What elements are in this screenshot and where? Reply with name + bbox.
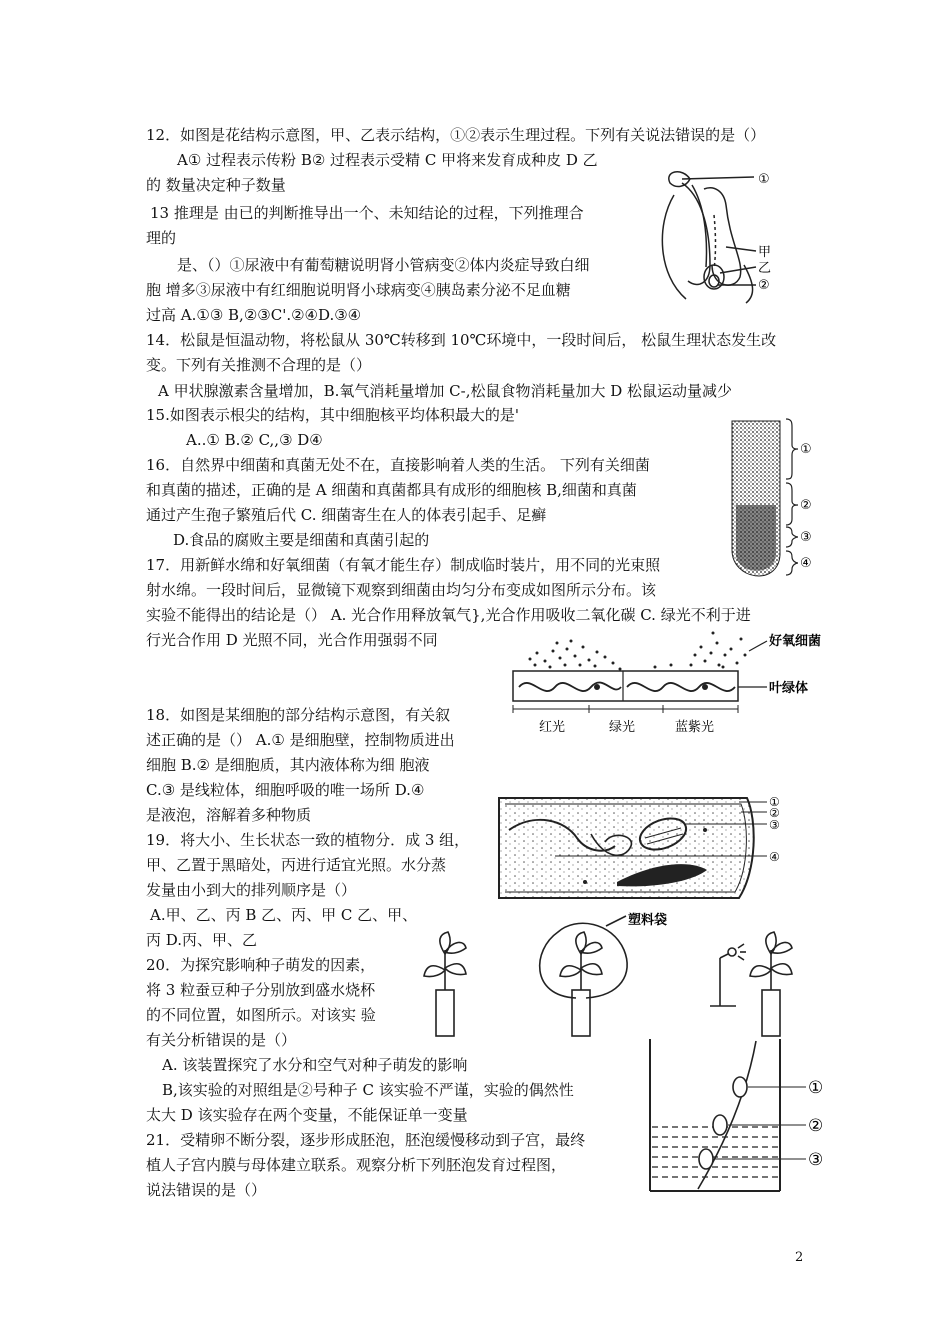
q13-statements: 是、（）①尿液中有葡萄糖说明肾小管病变②体内炎症导致白细 [177,256,590,274]
chloroplast-label: 叶绿体 [769,681,809,696]
q14-options: A 甲状腺激素含量增加，B.氧气消耗量增加 C-,松鼠食物消耗量加大 D 松鼠运动量减少 [158,382,733,400]
plastic-bag-label: 塑料袋 [628,913,668,928]
green-light-label: 绿光 [609,720,636,735]
q16-option-d: D.食品的腐败主要是细菌和真菌引起的 [173,531,430,549]
cell-label-1: ① [769,795,780,809]
q21-stem: 21．受精卵不断分裂，逐步形成胚泡，胚泡缓慢移动到子宫，最终 [146,1131,586,1149]
q13-statements-cont: 胞 增多③尿液中有红细胞说明肾小球病变④胰岛素分泌不足血糖 [146,281,571,299]
q20-stem: 20．为探究影响种子萌发的因素， [146,956,376,974]
beaker-label-2: ② [808,1116,824,1136]
q20-option-a: A. 该装置探究了水分和空气对种子萌发的影响 [162,1056,468,1074]
flower-label-1: ① [758,172,770,187]
cell-label-2: ② [769,806,780,820]
root-label-1: ① [800,442,812,457]
q18-stem: 18．如图是某细胞的部分结构示意图，有关叙 [146,706,451,724]
cell-label-3: ③ [769,818,780,832]
q19-options-cont: 丙 D.丙、甲、乙 [146,931,258,949]
algae-bacteria-figure [505,625,830,740]
q20-stem-c: 的不同位置，如图所示。对该实 验 [146,1006,376,1024]
flower-structure-figure [652,165,782,307]
q20-options-cont: 太大 D 该实验存在两个变量，不能保证单一变量 [146,1106,468,1124]
q12-stem: 12．如图是花结构示意图，甲、乙表示结构，①②表示生理过程。下列有关说法错误的是（） [146,126,766,144]
q12-options-cont: 的 数量决定种子数量 [146,176,286,194]
q20-stem-d: 有关分析错误的是（） [146,1031,297,1049]
flower-label-yi: 乙 [758,261,772,276]
q15-options: A..① B.② C,,③ D④ [186,431,323,449]
q13-options: 过高 A.①③ B,②③C'.②④D.③④ [146,306,362,324]
q14-stem: 14．松鼠是恒温动物，将松鼠从 30℃转移到 10℃环境中，一段时间后， 松鼠生理状态发生改 [146,331,777,349]
red-light-label: 红光 [539,720,566,735]
q17-stem-cont: 射水绵。一段时间后，显微镜下观察到细菌由均匀分布变成如图所示分布。该 [146,581,657,599]
q16-stem: 16．自然界中细菌和真菌无处不在，直接影响着人类的生活。 下列有关细菌 [146,456,650,474]
q21-stem-end: 说法错误的是（） [146,1181,267,1199]
beaker-seeds-figure [640,1035,840,1197]
q18-options-b: 细胞 B.② 是细胞质，其内液体称为细 胞液 [146,756,430,774]
root-label-3: ③ [800,530,812,545]
bacteria-label: 好氧细菌 [769,634,822,649]
q19-stem: 19．将大小、生长状态一致的植物分．成 3 组， [146,831,470,849]
q14-stem-cont: 变。下列有关推测不合理的是（） [146,356,372,374]
q18-options-c: C.③ 是线粒体，细胞呼吸的唯一场所 D.④ [146,781,425,799]
q16-stem-cont: 和真菌的描述，正确的是 A 细菌和真菌都具有成形的细胞核 B,细菌和真菌 [146,481,637,499]
plants-experiment-figure [420,910,825,1040]
q17-stem: 17．用新鲜水绵和好氧细菌（有氧才能生存）制成临时装片，用不同的光束照 [146,556,661,574]
root-label-2: ② [800,498,812,513]
cell-structure-figure [495,790,820,905]
q20-options: B,该实验的对照组是②号种子 C 该实验不严谨，实验的偶然性 [162,1081,574,1099]
q19-stem-end: 发量由小到大的排列顺序是（） [146,881,357,899]
flower-label-jia: 甲 [758,245,772,260]
page-number: 2 [795,1250,804,1265]
q19-options: A.甲、乙、丙 B 乙、丙、甲 C 乙、甲、 [150,906,418,924]
q20-stem-b: 将 3 粒蚕豆种子分别放到盛水烧杯 [146,981,376,999]
q13-stem: 13 推理是 由已的判断推导出一个、未知结论的过程，下列推理合 [150,204,584,222]
blue-violet-light-label: 蓝紫光 [675,720,715,735]
q17-options: 实验不能得出的结论是（） A. 光合作用释放氧气},光合作用吸收二氧化碳 C. 绿光不利于进 [146,606,751,624]
q18-options-d: 是液泡，溶解着多种物质 [146,806,312,824]
root-label-4: ④ [800,556,812,571]
q15-stem: 15.如图表示根尖的结构，其中细胞核平均体积最大的是' [146,406,519,424]
q17-options-cont: 行光合作用 D 光照不同，光合作用强弱不同 [146,631,438,649]
root-tip-figure [720,415,820,590]
beaker-label-1: ① [808,1078,824,1098]
q18-options: 述正确的是（） A.① 是细胞壁，控制物质进出 [146,731,455,749]
flower-label-2: ② [758,278,770,293]
q21-stem-cont: 植人子宫内膜与母体建立联系。观察分析下列胚泡发育过程图， [146,1156,567,1174]
cell-label-4: ④ [769,850,780,864]
beaker-label-3: ③ [808,1150,824,1170]
q16-options: 通过产生孢子繁殖后代 C. 细菌寄生在人的体表引起手、足癣 [146,506,547,524]
q19-stem-cont: 甲、乙置于黑暗处，丙进行适宜光照。水分蒸 [146,856,447,874]
q13-stem-cont: 理的 [146,229,177,247]
q12-options: A① 过程表示传粉 B② 过程表示受精 C 甲将来发育成种皮 D 乙 [177,151,598,169]
